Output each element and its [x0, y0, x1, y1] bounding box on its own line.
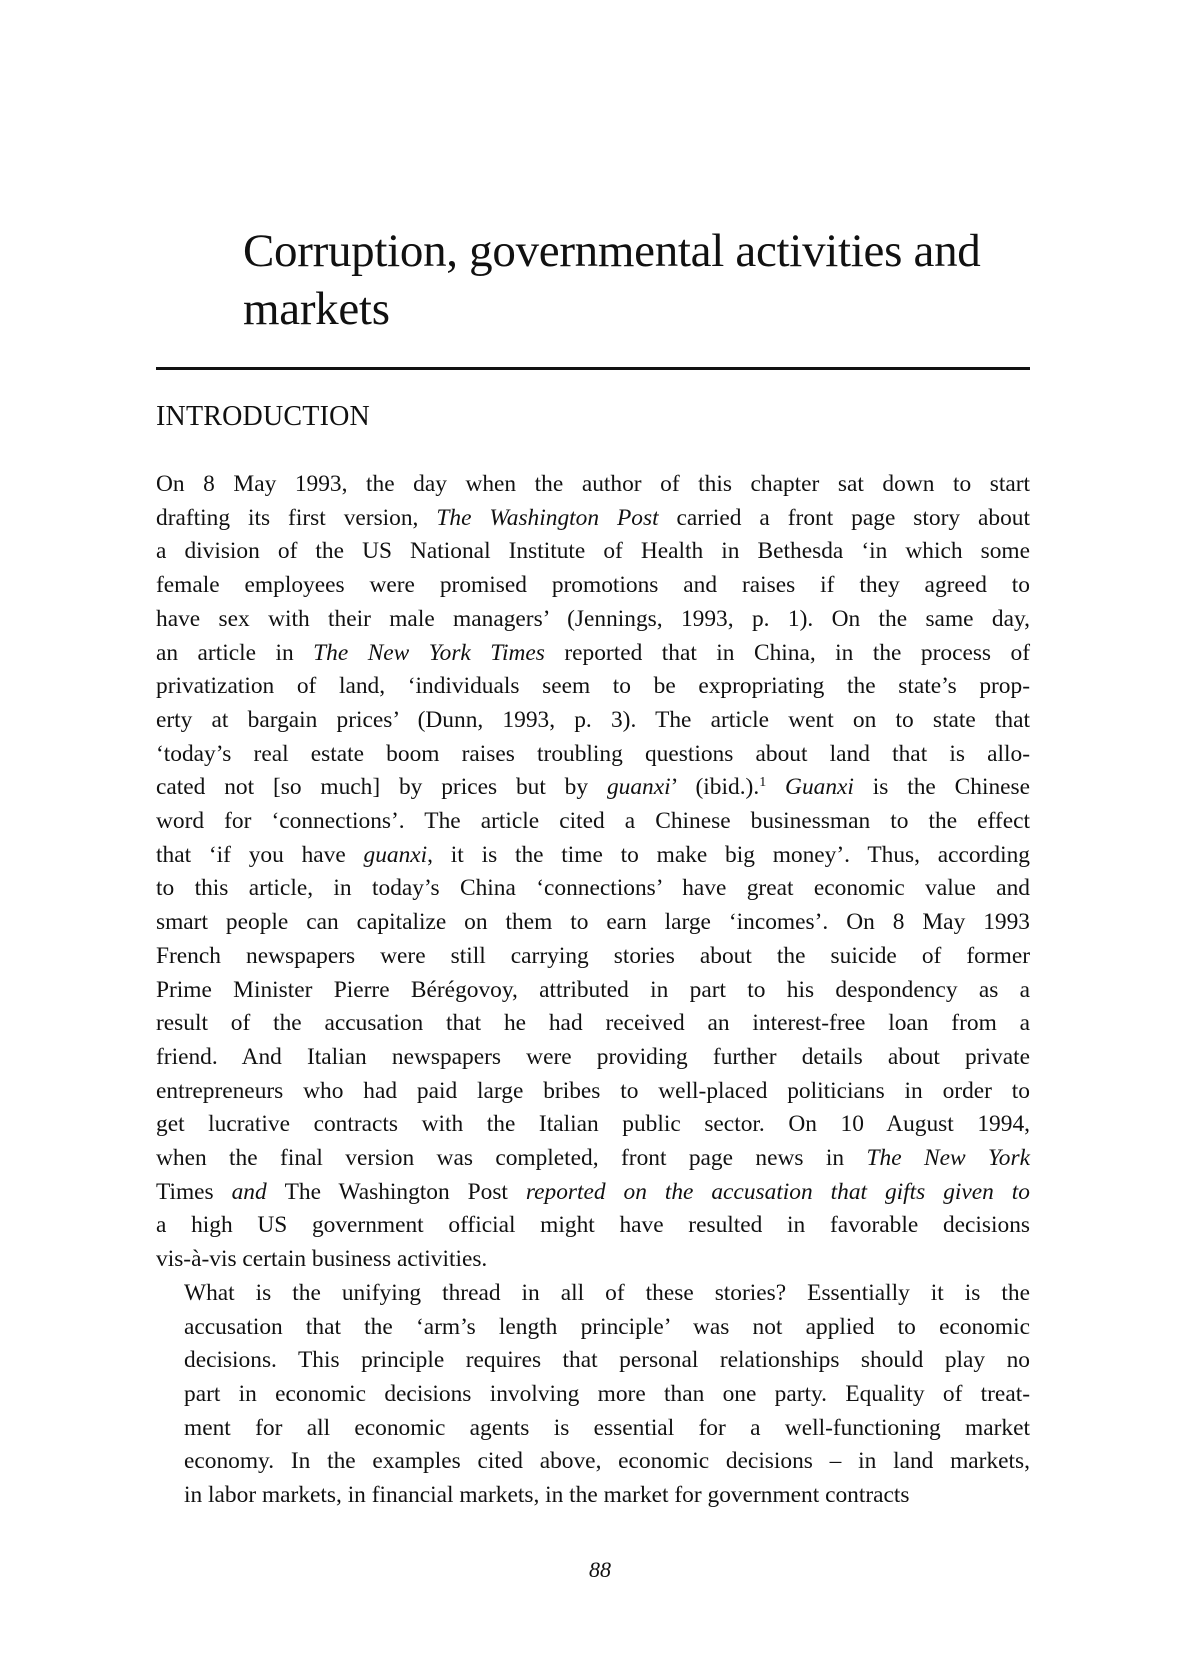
- text-line: when the final version was completed, front page news in The New York: [156, 1145, 1030, 1172]
- chapter-title: Corruption, governmental activities and markets: [243, 225, 981, 335]
- text-line: erty at bargain prices’ (Dunn, 1993, p. 3). The article went on to state that: [156, 706, 1030, 733]
- text-line: get lucrative contracts with the Italian public sector. On 10 August 1994,: [156, 1111, 1030, 1138]
- text-line: entrepreneurs who had paid large bribes to well-placed politicians in order to: [156, 1077, 1030, 1104]
- text-line: female employees were promised promotions and raises if they agreed to: [156, 572, 1030, 599]
- text-line: On 8 May 1993, the day when the author of this chapter sat down to start: [156, 471, 1030, 497]
- text-line: ment for all economic agents is essential for a well-functioning market: [184, 1414, 1030, 1441]
- text-line: to this article, in today’s China ‘connections’ have great economic value and: [156, 875, 1030, 902]
- text-line: accusation that the ‘arm’s length principle’ was not applied to economic: [184, 1313, 1030, 1340]
- text-line: result of the accusation that he had received an interest-free loan from a: [156, 1010, 1030, 1037]
- text-line: smart people can capitalize on them to earn large ‘incomes’. On 8 May 1993: [156, 909, 1030, 936]
- text-line: Times and The Washington Post reported on the accusation that gifts given to: [156, 1178, 1031, 1205]
- text-line: a division of the US National Institute of Health in Bethesda ‘in which some: [156, 538, 1030, 565]
- text-line: decisions. This principle requires that personal relationships should play no: [184, 1347, 1030, 1374]
- text-line: drafting its first version, The Washington Post carried a front page story about: [156, 504, 1030, 531]
- section-heading: INTRODUCTION: [156, 401, 370, 432]
- text-line: have sex with their male managers’ (Jennings, 1993, p. 1). On the same day,: [156, 605, 1030, 632]
- text-line: ‘today’s real estate boom raises troubling questions about land that is allo-: [156, 740, 1030, 767]
- text-line: friend. And Italian newspapers were providing further details about private: [156, 1043, 1030, 1070]
- title-rule: [156, 367, 1030, 370]
- text-line: an article in The New York Times reported that in China, in the process of: [156, 639, 1030, 666]
- page-number: 88: [589, 1557, 611, 1582]
- text-line: economy. In the examples cited above, economic decisions – in land markets,: [184, 1448, 1030, 1475]
- text-line: cated not [so much] by prices but by guanxi’ (ibid.).$^1$ Guanxi is the Chinese: [156, 774, 1031, 801]
- body-text: [156, 468, 1030, 1513]
- text-line: that ‘if you have guanxi, it is the time to make big money’. Thus, according: [156, 841, 1030, 868]
- paragraph-2: [156, 1277, 1030, 1513]
- text-line: What is the unifying thread in all of these stories? Essentially it is the: [184, 1279, 1030, 1306]
- text-line: Prime Minister Pierre Bérégovoy, attributed in part to his despondency as a: [156, 976, 1030, 1003]
- paragraph-1: [156, 468, 1030, 1277]
- text-line: vis-à-vis certain business activities.: [156, 1246, 488, 1273]
- text-line: in labor markets, in financial markets, in the market for government contracts: [184, 1482, 910, 1509]
- text-line: a high US government official might have resulted in favorable decisions: [156, 1212, 1030, 1239]
- text-line: privatization of land, ‘individuals seem to be expropriating the state’s prop-: [156, 673, 1030, 700]
- text-line: word for ‘connections’. The article cited a Chinese businessman to the effect: [156, 808, 1030, 835]
- text-line: part in economic decisions involving more than one party. Equality of treat-: [184, 1380, 1030, 1407]
- text-line: French newspapers were still carrying stories about the suicide of former: [156, 942, 1030, 969]
